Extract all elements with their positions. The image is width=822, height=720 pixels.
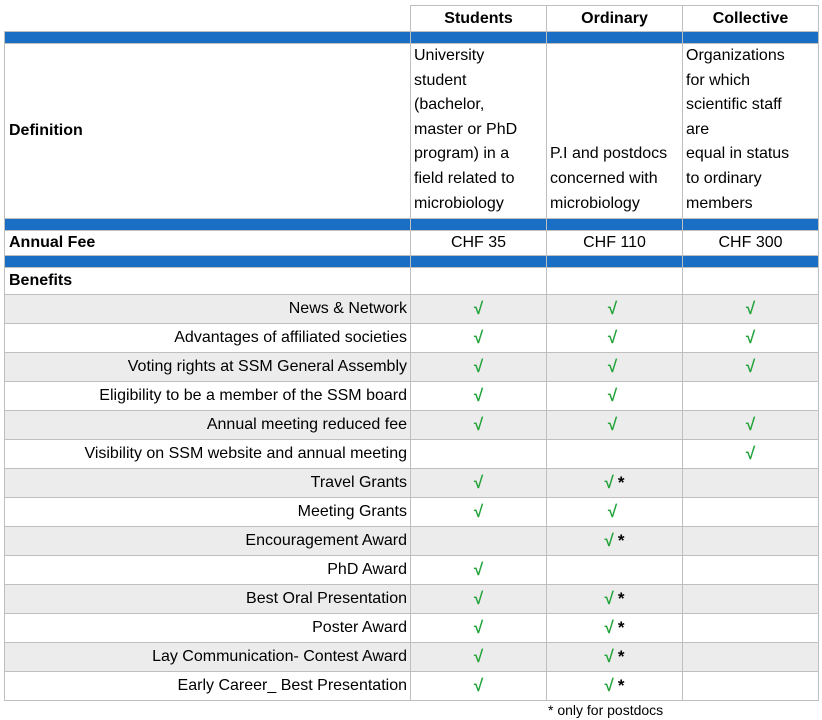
check-icon: √ — [473, 675, 484, 695]
check-icon: √ — [473, 588, 484, 608]
check-icon: √ — [745, 356, 756, 376]
benefit-name: Poster Award — [5, 614, 411, 643]
asterisk-note: * — [617, 675, 625, 695]
benefit-name: News & Network — [5, 295, 411, 324]
benefit-cell-ordinary — [547, 411, 683, 440]
benefit-row — [5, 498, 819, 527]
benefit-cell-collective — [683, 440, 819, 469]
benefit-cell-students — [411, 614, 547, 643]
benefit-cell-ordinary — [547, 295, 683, 324]
benefit-row — [5, 353, 819, 382]
benefit-cell-ordinary — [547, 527, 683, 556]
definition-students: University student (bachelor, master or PhD program) in a field related to microbiology — [411, 44, 547, 219]
benefit-name: Advantages of affiliated societies — [5, 324, 411, 353]
check-icon: √ — [607, 298, 618, 318]
benefit-row — [5, 324, 819, 353]
benefit-cell-students — [411, 469, 547, 498]
column-header-students: Students — [411, 6, 547, 32]
benefit-name: Visibility on SSM website and annual meeting — [5, 440, 411, 469]
asterisk-note: * — [617, 472, 625, 492]
check-icon: √ — [745, 327, 756, 347]
benefit-cell-students — [411, 295, 547, 324]
check-icon: √ — [607, 385, 618, 405]
benefit-cell-ordinary — [547, 585, 683, 614]
check-icon: √ — [473, 617, 484, 637]
benefit-cell-students — [411, 382, 547, 411]
benefit-name: Eligibility to be a member of the SSM board — [5, 382, 411, 411]
benefit-cell-collective — [683, 556, 819, 585]
benefits-label: Benefits — [5, 268, 411, 295]
benefit-cell-collective — [683, 672, 819, 701]
benefit-cell-collective — [683, 527, 819, 556]
benefit-cell-ordinary — [547, 643, 683, 672]
benefit-row — [5, 556, 819, 585]
benefit-name: Lay Communication- Contest Award — [5, 643, 411, 672]
definition-label: Definition — [5, 44, 411, 219]
benefit-cell-collective — [683, 643, 819, 672]
benefit-cell-ordinary — [547, 324, 683, 353]
benefit-cell-collective — [683, 353, 819, 382]
check-icon: √ — [473, 385, 484, 405]
benefit-cell-collective — [683, 382, 819, 411]
benefit-cell-students — [411, 672, 547, 701]
column-header-collective: Collective — [683, 6, 819, 32]
corner-cell — [5, 6, 411, 32]
membership-table — [4, 5, 819, 701]
header-row — [5, 6, 819, 32]
benefit-name: Annual meeting reduced fee — [5, 411, 411, 440]
benefit-cell-collective — [683, 469, 819, 498]
benefit-row — [5, 643, 819, 672]
column-header-ordinary: Ordinary — [547, 6, 683, 32]
benefit-cell-ordinary — [547, 556, 683, 585]
benefit-cell-students — [411, 498, 547, 527]
benefit-cell-students — [411, 440, 547, 469]
check-icon: √ — [473, 472, 484, 492]
check-icon: √ — [473, 501, 484, 521]
check-icon: √ — [607, 327, 618, 347]
benefit-name: Voting rights at SSM General Assembly — [5, 353, 411, 382]
fee-ordinary: CHF 110 — [547, 231, 683, 256]
benefit-name: Encouragement Award — [5, 527, 411, 556]
benefit-row — [5, 411, 819, 440]
benefit-cell-ordinary — [547, 382, 683, 411]
benefit-cell-students — [411, 585, 547, 614]
annual-fee-row — [5, 231, 819, 256]
benefit-cell-ordinary — [547, 498, 683, 527]
benefit-row — [5, 382, 819, 411]
check-icon: √ — [745, 443, 756, 463]
definition-row — [5, 44, 819, 219]
asterisk-note: * — [617, 646, 625, 666]
benefit-cell-ordinary — [547, 440, 683, 469]
check-icon: √ — [604, 588, 614, 608]
benefit-cell-students — [411, 643, 547, 672]
check-icon: √ — [745, 298, 756, 318]
check-icon: √ — [604, 472, 614, 492]
benefit-cell-ordinary — [547, 469, 683, 498]
definition-collective: Organizations for which scientific staff are equal in status to ordinary members — [683, 44, 819, 219]
benefit-cell-students — [411, 411, 547, 440]
definition-ordinary: P.I and postdocs concerned with microbiology — [547, 44, 683, 219]
check-icon: √ — [604, 530, 614, 550]
check-icon: √ — [473, 414, 484, 434]
benefit-name: Meeting Grants — [5, 498, 411, 527]
benefits-header-row — [5, 268, 819, 295]
asterisk-note: * — [617, 530, 625, 550]
check-icon: √ — [607, 414, 618, 434]
benefit-cell-collective — [683, 295, 819, 324]
benefit-cell-students — [411, 324, 547, 353]
benefit-cell-students — [411, 556, 547, 585]
separator-bar — [5, 32, 819, 44]
check-icon: √ — [473, 559, 484, 579]
benefit-row — [5, 295, 819, 324]
check-icon: √ — [473, 356, 484, 376]
benefit-row — [5, 585, 819, 614]
benefit-row — [5, 527, 819, 556]
annual-fee-label: Annual Fee — [5, 231, 411, 256]
benefit-cell-collective — [683, 324, 819, 353]
benefit-name: PhD Award — [5, 556, 411, 585]
benefit-cell-collective — [683, 614, 819, 643]
benefit-cell-collective — [683, 498, 819, 527]
separator-bar — [5, 219, 819, 231]
benefit-row — [5, 440, 819, 469]
check-icon: √ — [604, 675, 614, 695]
asterisk-note: * — [617, 588, 625, 608]
separator-bar — [5, 256, 819, 268]
check-icon: √ — [473, 298, 484, 318]
benefit-cell-ordinary — [547, 672, 683, 701]
benefit-row — [5, 469, 819, 498]
benefit-name: Early Career_ Best Presentation — [5, 672, 411, 701]
check-icon: √ — [607, 501, 618, 521]
benefit-row — [5, 614, 819, 643]
check-icon: √ — [473, 646, 484, 666]
footnote: * only for postdocs — [548, 702, 664, 718]
check-icon: √ — [604, 617, 614, 637]
fee-students: CHF 35 — [411, 231, 547, 256]
check-icon: √ — [473, 327, 484, 347]
benefit-cell-students — [411, 527, 547, 556]
benefit-name: Travel Grants — [5, 469, 411, 498]
benefit-name: Best Oral Presentation — [5, 585, 411, 614]
benefit-cell-ordinary — [547, 614, 683, 643]
asterisk-note: * — [617, 617, 625, 637]
benefit-cell-collective — [683, 585, 819, 614]
check-icon: √ — [607, 356, 618, 376]
fee-collective: CHF 300 — [683, 231, 819, 256]
benefit-cell-ordinary — [547, 353, 683, 382]
check-icon: √ — [745, 414, 756, 434]
benefit-cell-collective — [683, 411, 819, 440]
check-icon: √ — [604, 646, 614, 666]
benefit-cell-students — [411, 353, 547, 382]
benefit-row — [5, 672, 819, 701]
